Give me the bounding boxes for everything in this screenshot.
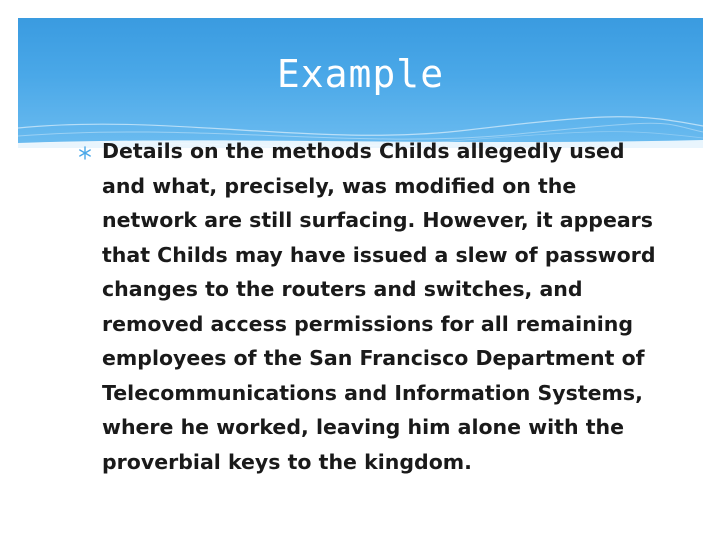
bullet-item [78,134,678,479]
bullet-text: Details on the methods Childs allegedly used and what, precisely, was modified on the network are still surfacing. However, it appears that Childs may have issued a slew of password changes to the routers and switches, and removed access permissions for all remaining employees of the San Francisco Department of Telecommunications and Information Systems, where he worked, leaving him alone with the proverbial keys to the kingdom. [102,139,656,474]
slide-title: Example [276,52,445,96]
slide-body [78,134,678,479]
asterisk-bullet-icon [78,146,92,160]
